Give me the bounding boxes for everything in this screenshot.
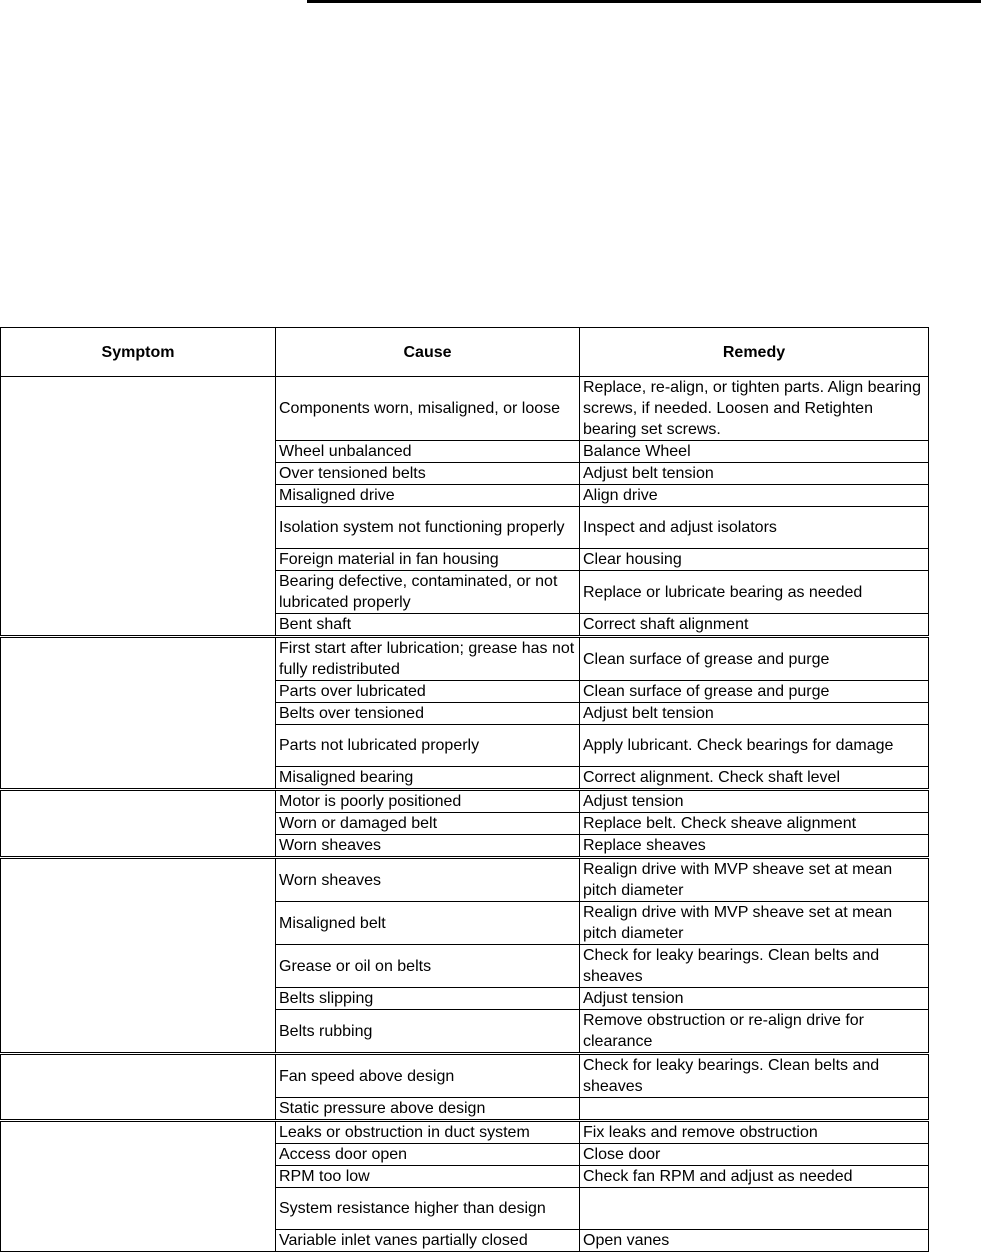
remedy-cell: Replace or lubricate bearing as needed bbox=[580, 571, 929, 614]
remedy-cell bbox=[580, 1188, 929, 1230]
cause-cell: First start after lubrication; grease has not fully redistributed bbox=[276, 637, 580, 681]
symptom-cell bbox=[1, 790, 276, 858]
cause-cell: Isolation system not functioning properly bbox=[276, 507, 580, 549]
remedy-cell: Replace, re-align, or tighten parts. Align bearing screws, if needed. Loosen and Retighten bearing set screws. bbox=[580, 377, 929, 441]
remedy-cell: Check for leaky bearings. Clean belts and sheaves bbox=[580, 945, 929, 988]
remedy-cell: Apply lubricant. Check bearings for damage bbox=[580, 725, 929, 767]
cause-cell: Access door open bbox=[276, 1144, 580, 1166]
cause-cell: Leaks or obstruction in duct system bbox=[276, 1121, 580, 1144]
remedy-cell: Realign drive with MVP sheave set at mean pitch diameter bbox=[580, 858, 929, 902]
symptom-cell bbox=[1, 637, 276, 790]
remedy-cell: Check for leaky bearings. Clean belts and sheaves bbox=[580, 1054, 929, 1098]
remedy-cell bbox=[580, 1098, 929, 1121]
cause-cell: System resistance higher than design bbox=[276, 1188, 580, 1230]
remedy-cell: Replace belt. Check sheave alignment bbox=[580, 813, 929, 835]
cause-cell: Motor is poorly positioned bbox=[276, 790, 580, 813]
cause-cell: Worn or damaged belt bbox=[276, 813, 580, 835]
cause-cell: Static pressure above design bbox=[276, 1098, 580, 1121]
remedy-cell: Align drive bbox=[580, 485, 929, 507]
remedy-cell: Check fan RPM and adjust as needed bbox=[580, 1166, 929, 1188]
cause-cell: Parts not lubricated properly bbox=[276, 725, 580, 767]
cause-cell: RPM too low bbox=[276, 1166, 580, 1188]
remedy-cell: Balance Wheel bbox=[580, 441, 929, 463]
top-rule bbox=[307, 0, 981, 3]
remedy-cell: Fix leaks and remove obstruction bbox=[580, 1121, 929, 1144]
symptom-cell bbox=[1, 1054, 276, 1121]
cause-cell: Misaligned belt bbox=[276, 902, 580, 945]
remedy-header: Remedy bbox=[580, 328, 929, 377]
cause-cell: Bent shaft bbox=[276, 614, 580, 637]
remedy-cell: Correct shaft alignment bbox=[580, 614, 929, 637]
remedy-cell: Close door bbox=[580, 1144, 929, 1166]
remedy-cell: Remove obstruction or re-align drive for clearance bbox=[580, 1010, 929, 1054]
remedy-cell: Clean surface of grease and purge bbox=[580, 681, 929, 703]
cause-cell: Worn sheaves bbox=[276, 858, 580, 902]
troubleshooting-table bbox=[0, 327, 929, 1252]
cause-cell: Over tensioned belts bbox=[276, 463, 580, 485]
cause-cell: Fan speed above design bbox=[276, 1054, 580, 1098]
table-row bbox=[1, 1121, 929, 1144]
cause-cell: Misaligned drive bbox=[276, 485, 580, 507]
cause-cell: Belts rubbing bbox=[276, 1010, 580, 1054]
cause-cell: Worn sheaves bbox=[276, 835, 580, 858]
table-row bbox=[1, 790, 929, 813]
symptom-header: Symptom bbox=[1, 328, 276, 377]
remedy-cell: Clear housing bbox=[580, 549, 929, 571]
cause-cell: Wheel unbalanced bbox=[276, 441, 580, 463]
cause-cell: Foreign material in fan housing bbox=[276, 549, 580, 571]
cause-cell: Variable inlet vanes partially closed bbox=[276, 1230, 580, 1252]
cause-cell: Belts over tensioned bbox=[276, 703, 580, 725]
remedy-cell: Replace sheaves bbox=[580, 835, 929, 858]
cause-header: Cause bbox=[276, 328, 580, 377]
cause-cell: Grease or oil on belts bbox=[276, 945, 580, 988]
table-row bbox=[1, 858, 929, 902]
symptom-cell bbox=[1, 858, 276, 1054]
remedy-cell: Correct alignment. Check shaft level bbox=[580, 767, 929, 790]
symptom-cell bbox=[1, 377, 276, 637]
table-row bbox=[1, 637, 929, 681]
remedy-cell: Adjust tension bbox=[580, 988, 929, 1010]
cause-cell: Belts slipping bbox=[276, 988, 580, 1010]
table-header-row bbox=[1, 328, 929, 377]
remedy-cell: Inspect and adjust isolators bbox=[580, 507, 929, 549]
remedy-cell: Clean surface of grease and purge bbox=[580, 637, 929, 681]
cause-cell: Components worn, misaligned, or loose bbox=[276, 377, 580, 441]
remedy-cell: Adjust belt tension bbox=[580, 703, 929, 725]
symptom-cell bbox=[1, 1121, 276, 1252]
table-row bbox=[1, 1054, 929, 1098]
remedy-cell: Realign drive with MVP sheave set at mean pitch diameter bbox=[580, 902, 929, 945]
cause-cell: Misaligned bearing bbox=[276, 767, 580, 790]
cause-cell: Bearing defective, contaminated, or not lubricated properly bbox=[276, 571, 580, 614]
table-row bbox=[1, 377, 929, 441]
remedy-cell: Adjust belt tension bbox=[580, 463, 929, 485]
remedy-cell: Adjust tension bbox=[580, 790, 929, 813]
cause-cell: Parts over lubricated bbox=[276, 681, 580, 703]
remedy-cell: Open vanes bbox=[580, 1230, 929, 1252]
